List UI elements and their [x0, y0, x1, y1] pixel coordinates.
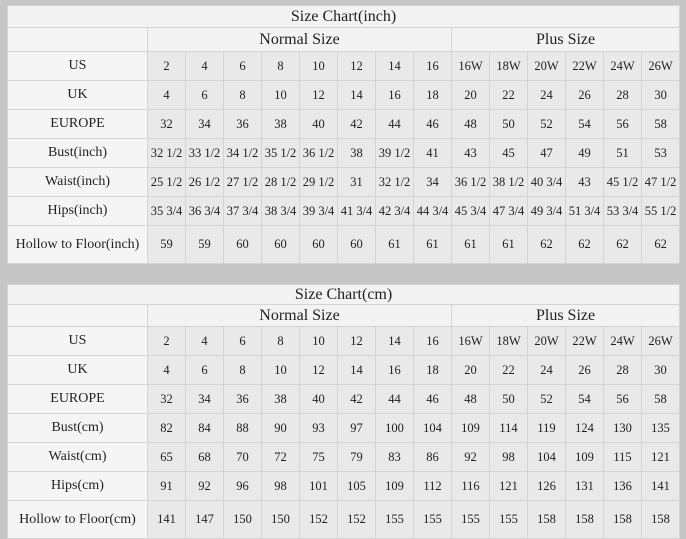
table-row	[8, 501, 680, 539]
size-cell: 60	[300, 226, 338, 264]
size-cell: 34	[414, 168, 452, 197]
size-cell: 88	[224, 414, 262, 443]
size-cell: 16	[414, 327, 452, 356]
size-cell: 26 1/2	[186, 168, 224, 197]
size-cell: 158	[528, 501, 566, 539]
size-cell: 152	[338, 501, 376, 539]
size-cell: 141	[148, 501, 186, 539]
size-cell: 14	[338, 81, 376, 110]
size-cell: 38 3/4	[262, 197, 300, 226]
size-cell: 44	[376, 385, 414, 414]
size-cell: 98	[490, 443, 528, 472]
size-cell: 4	[186, 327, 224, 356]
group-header-row	[8, 28, 680, 52]
table-row	[8, 443, 680, 472]
size-cell: 53	[642, 139, 680, 168]
row-label: UK	[8, 81, 148, 110]
size-cell: 6	[186, 356, 224, 385]
size-cell: 4	[148, 356, 186, 385]
size-cell: 109	[566, 443, 604, 472]
table-row	[8, 226, 680, 264]
size-cell: 10	[262, 356, 300, 385]
size-cell: 22	[490, 356, 528, 385]
size-cell: 124	[566, 414, 604, 443]
row-label: EUROPE	[8, 110, 148, 139]
size-cell: 54	[566, 385, 604, 414]
size-cell: 35 1/2	[262, 139, 300, 168]
size-cell: 38	[338, 139, 376, 168]
size-cell: 60	[262, 226, 300, 264]
size-cell: 96	[224, 472, 262, 501]
size-cell: 90	[262, 414, 300, 443]
size-cell: 14	[376, 327, 414, 356]
size-cell: 58	[642, 110, 680, 139]
size-cell: 47 1/2	[642, 168, 680, 197]
size-cell: 62	[528, 226, 566, 264]
size-cell: 26W	[642, 327, 680, 356]
size-cell: 6	[186, 81, 224, 110]
size-cell: 12	[300, 356, 338, 385]
size-cell: 20W	[528, 327, 566, 356]
size-cell: 30	[642, 356, 680, 385]
size-cell: 30	[642, 81, 680, 110]
table-row	[8, 327, 680, 356]
size-cell: 26W	[642, 52, 680, 81]
size-cell: 116	[452, 472, 490, 501]
size-cell: 155	[452, 501, 490, 539]
size-cell: 25 1/2	[148, 168, 186, 197]
size-cell: 98	[262, 472, 300, 501]
size-cell: 39 3/4	[300, 197, 338, 226]
size-cell: 14	[376, 52, 414, 81]
size-cell: 61	[376, 226, 414, 264]
size-cell: 109	[376, 472, 414, 501]
size-cell: 75	[300, 443, 338, 472]
size-cell: 28 1/2	[262, 168, 300, 197]
size-cell: 61	[490, 226, 528, 264]
size-cell: 136	[604, 472, 642, 501]
size-cell: 92	[452, 443, 490, 472]
size-cell: 34	[186, 385, 224, 414]
size-cell: 16	[376, 81, 414, 110]
size-cell: 60	[338, 226, 376, 264]
group-header-plus-size: Plus Size	[452, 28, 680, 52]
size-cell: 20	[452, 81, 490, 110]
size-cell: 101	[300, 472, 338, 501]
size-cell: 8	[262, 327, 300, 356]
size-cell: 61	[414, 226, 452, 264]
size-cell: 42	[338, 385, 376, 414]
size-cell: 152	[300, 501, 338, 539]
size-cell: 115	[604, 443, 642, 472]
size-cell: 48	[452, 385, 490, 414]
size-cell: 32 1/2	[148, 139, 186, 168]
size-cell: 20W	[528, 52, 566, 81]
size-cell: 34	[186, 110, 224, 139]
size-cell: 97	[338, 414, 376, 443]
size-cell: 16	[414, 52, 452, 81]
size-cell: 55 1/2	[642, 197, 680, 226]
size-cell: 27 1/2	[224, 168, 262, 197]
table-row	[8, 472, 680, 501]
size-cell: 130	[604, 414, 642, 443]
size-cell: 52	[528, 385, 566, 414]
row-label: US	[8, 52, 148, 81]
table-row	[8, 110, 680, 139]
size-cell: 135	[642, 414, 680, 443]
size-cell: 36	[224, 385, 262, 414]
size-cell: 47	[528, 139, 566, 168]
size-cell: 24	[528, 81, 566, 110]
size-cell: 92	[186, 472, 224, 501]
table-row	[8, 197, 680, 226]
size-cell: 141	[642, 472, 680, 501]
size-cell: 147	[186, 501, 224, 539]
size-cell: 18	[414, 81, 452, 110]
size-cell: 82	[148, 414, 186, 443]
size-cell: 158	[566, 501, 604, 539]
size-cell: 12	[338, 52, 376, 81]
size-cell: 24	[528, 356, 566, 385]
size-cell: 51	[604, 139, 642, 168]
size-cell: 79	[338, 443, 376, 472]
table-row	[8, 139, 680, 168]
corner-cell	[8, 28, 148, 52]
size-cell: 2	[148, 52, 186, 81]
size-cell: 53 3/4	[604, 197, 642, 226]
size-cell: 56	[604, 110, 642, 139]
size-cell: 121	[642, 443, 680, 472]
size-cell: 83	[376, 443, 414, 472]
size-cell: 36 3/4	[186, 197, 224, 226]
size-cell: 131	[566, 472, 604, 501]
size-cell: 158	[604, 501, 642, 539]
row-label: Waist(cm)	[8, 443, 148, 472]
size-cell: 59	[186, 226, 224, 264]
row-label: Hollow to Floor(cm)	[8, 501, 148, 539]
size-cell: 12	[300, 81, 338, 110]
table-row	[8, 168, 680, 197]
size-cell: 150	[224, 501, 262, 539]
size-cell: 121	[490, 472, 528, 501]
size-cell: 39 1/2	[376, 139, 414, 168]
size-cell: 45 3/4	[452, 197, 490, 226]
size-cell: 45 1/2	[604, 168, 642, 197]
row-label: Waist(inch)	[8, 168, 148, 197]
size-cell: 24W	[604, 327, 642, 356]
row-label: UK	[8, 356, 148, 385]
size-cell: 44	[376, 110, 414, 139]
size-cell: 29 1/2	[300, 168, 338, 197]
size-cell: 18W	[490, 327, 528, 356]
size-cell: 6	[224, 327, 262, 356]
row-label: Hips(cm)	[8, 472, 148, 501]
size-cell: 4	[148, 81, 186, 110]
size-cell: 68	[186, 443, 224, 472]
size-cell: 24W	[604, 52, 642, 81]
size-cell: 42	[338, 110, 376, 139]
size-cell: 44 3/4	[414, 197, 452, 226]
table-row	[8, 414, 680, 443]
size-cell: 38	[262, 110, 300, 139]
size-cell: 10	[300, 327, 338, 356]
size-cell: 105	[338, 472, 376, 501]
size-cell: 43	[452, 139, 490, 168]
size-cell: 36	[224, 110, 262, 139]
group-header-normal-size: Normal Size	[148, 305, 452, 327]
size-cell: 42 3/4	[376, 197, 414, 226]
size-cell: 22	[490, 81, 528, 110]
size-cell: 104	[414, 414, 452, 443]
size-cell: 158	[642, 501, 680, 539]
size-cell: 59	[148, 226, 186, 264]
group-header-normal-size: Normal Size	[148, 28, 452, 52]
size-cell: 38	[262, 385, 300, 414]
size-chart-inch-table	[7, 5, 680, 264]
size-cell: 32	[148, 385, 186, 414]
size-cell: 12	[338, 327, 376, 356]
size-cell: 41	[414, 139, 452, 168]
size-cell: 60	[224, 226, 262, 264]
table-row	[8, 52, 680, 81]
row-label: Hollow to Floor(inch)	[8, 226, 148, 264]
size-cell: 18	[414, 356, 452, 385]
row-label: Hips(inch)	[8, 197, 148, 226]
size-cell: 52	[528, 110, 566, 139]
size-cell: 4	[186, 52, 224, 81]
title-row	[8, 6, 680, 28]
size-cell: 155	[490, 501, 528, 539]
size-cell: 20	[452, 356, 490, 385]
size-cell: 2	[148, 327, 186, 356]
size-cell: 16W	[452, 327, 490, 356]
size-cell: 43	[566, 168, 604, 197]
size-cell: 86	[414, 443, 452, 472]
size-cell: 16	[376, 356, 414, 385]
size-cell: 33 1/2	[186, 139, 224, 168]
size-cell: 32 1/2	[376, 168, 414, 197]
size-cell: 40	[300, 385, 338, 414]
size-cell: 93	[300, 414, 338, 443]
size-cell: 31	[338, 168, 376, 197]
size-cell: 61	[452, 226, 490, 264]
size-cell: 18W	[490, 52, 528, 81]
title-row	[8, 285, 680, 305]
size-cell: 37 3/4	[224, 197, 262, 226]
size-cell: 36 1/2	[300, 139, 338, 168]
size-chart-cm-table	[7, 284, 680, 539]
size-cell: 126	[528, 472, 566, 501]
size-cell: 84	[186, 414, 224, 443]
size-cell: 8	[224, 356, 262, 385]
size-cell: 26	[566, 81, 604, 110]
size-cell: 114	[490, 414, 528, 443]
size-cell: 50	[490, 385, 528, 414]
size-cell: 40	[300, 110, 338, 139]
size-cell: 28	[604, 81, 642, 110]
size-cell: 70	[224, 443, 262, 472]
row-label: Bust(inch)	[8, 139, 148, 168]
table-row	[8, 356, 680, 385]
size-cell: 62	[604, 226, 642, 264]
size-cell: 155	[414, 501, 452, 539]
size-cell: 91	[148, 472, 186, 501]
table-row	[8, 385, 680, 414]
size-cell: 36 1/2	[452, 168, 490, 197]
size-cell: 109	[452, 414, 490, 443]
chart-title: Size Chart(cm)	[8, 285, 680, 305]
chart-title: Size Chart(inch)	[8, 6, 680, 28]
size-cell: 112	[414, 472, 452, 501]
size-cell: 48	[452, 110, 490, 139]
row-label: EUROPE	[8, 385, 148, 414]
size-cell: 40 3/4	[528, 168, 566, 197]
row-label: Bust(cm)	[8, 414, 148, 443]
size-cell: 104	[528, 443, 566, 472]
group-header-row	[8, 305, 680, 327]
size-cell: 38 1/2	[490, 168, 528, 197]
corner-cell	[8, 305, 148, 327]
size-cell: 50	[490, 110, 528, 139]
table-row	[8, 81, 680, 110]
size-cell: 10	[262, 81, 300, 110]
size-cell: 72	[262, 443, 300, 472]
size-cell: 6	[224, 52, 262, 81]
size-cell: 35 3/4	[148, 197, 186, 226]
size-cell: 16W	[452, 52, 490, 81]
size-cell: 34 1/2	[224, 139, 262, 168]
size-cell: 22W	[566, 52, 604, 81]
size-cell: 65	[148, 443, 186, 472]
size-cell: 119	[528, 414, 566, 443]
size-cell: 54	[566, 110, 604, 139]
size-cell: 10	[300, 52, 338, 81]
size-cell: 45	[490, 139, 528, 168]
row-label: US	[8, 327, 148, 356]
size-cell: 49	[566, 139, 604, 168]
size-cell: 49 3/4	[528, 197, 566, 226]
size-cell: 100	[376, 414, 414, 443]
size-cell: 14	[338, 356, 376, 385]
size-cell: 22W	[566, 327, 604, 356]
size-cell: 58	[642, 385, 680, 414]
size-cell: 32	[148, 110, 186, 139]
size-cell: 26	[566, 356, 604, 385]
size-cell: 28	[604, 356, 642, 385]
size-cell: 51 3/4	[566, 197, 604, 226]
size-cell: 46	[414, 385, 452, 414]
size-cell: 56	[604, 385, 642, 414]
size-cell: 8	[262, 52, 300, 81]
size-cell: 41 3/4	[338, 197, 376, 226]
size-cell: 47 3/4	[490, 197, 528, 226]
group-header-plus-size: Plus Size	[452, 305, 680, 327]
size-cell: 62	[566, 226, 604, 264]
size-cell: 62	[642, 226, 680, 264]
size-cell: 46	[414, 110, 452, 139]
size-cell: 155	[376, 501, 414, 539]
size-cell: 150	[262, 501, 300, 539]
size-cell: 8	[224, 81, 262, 110]
